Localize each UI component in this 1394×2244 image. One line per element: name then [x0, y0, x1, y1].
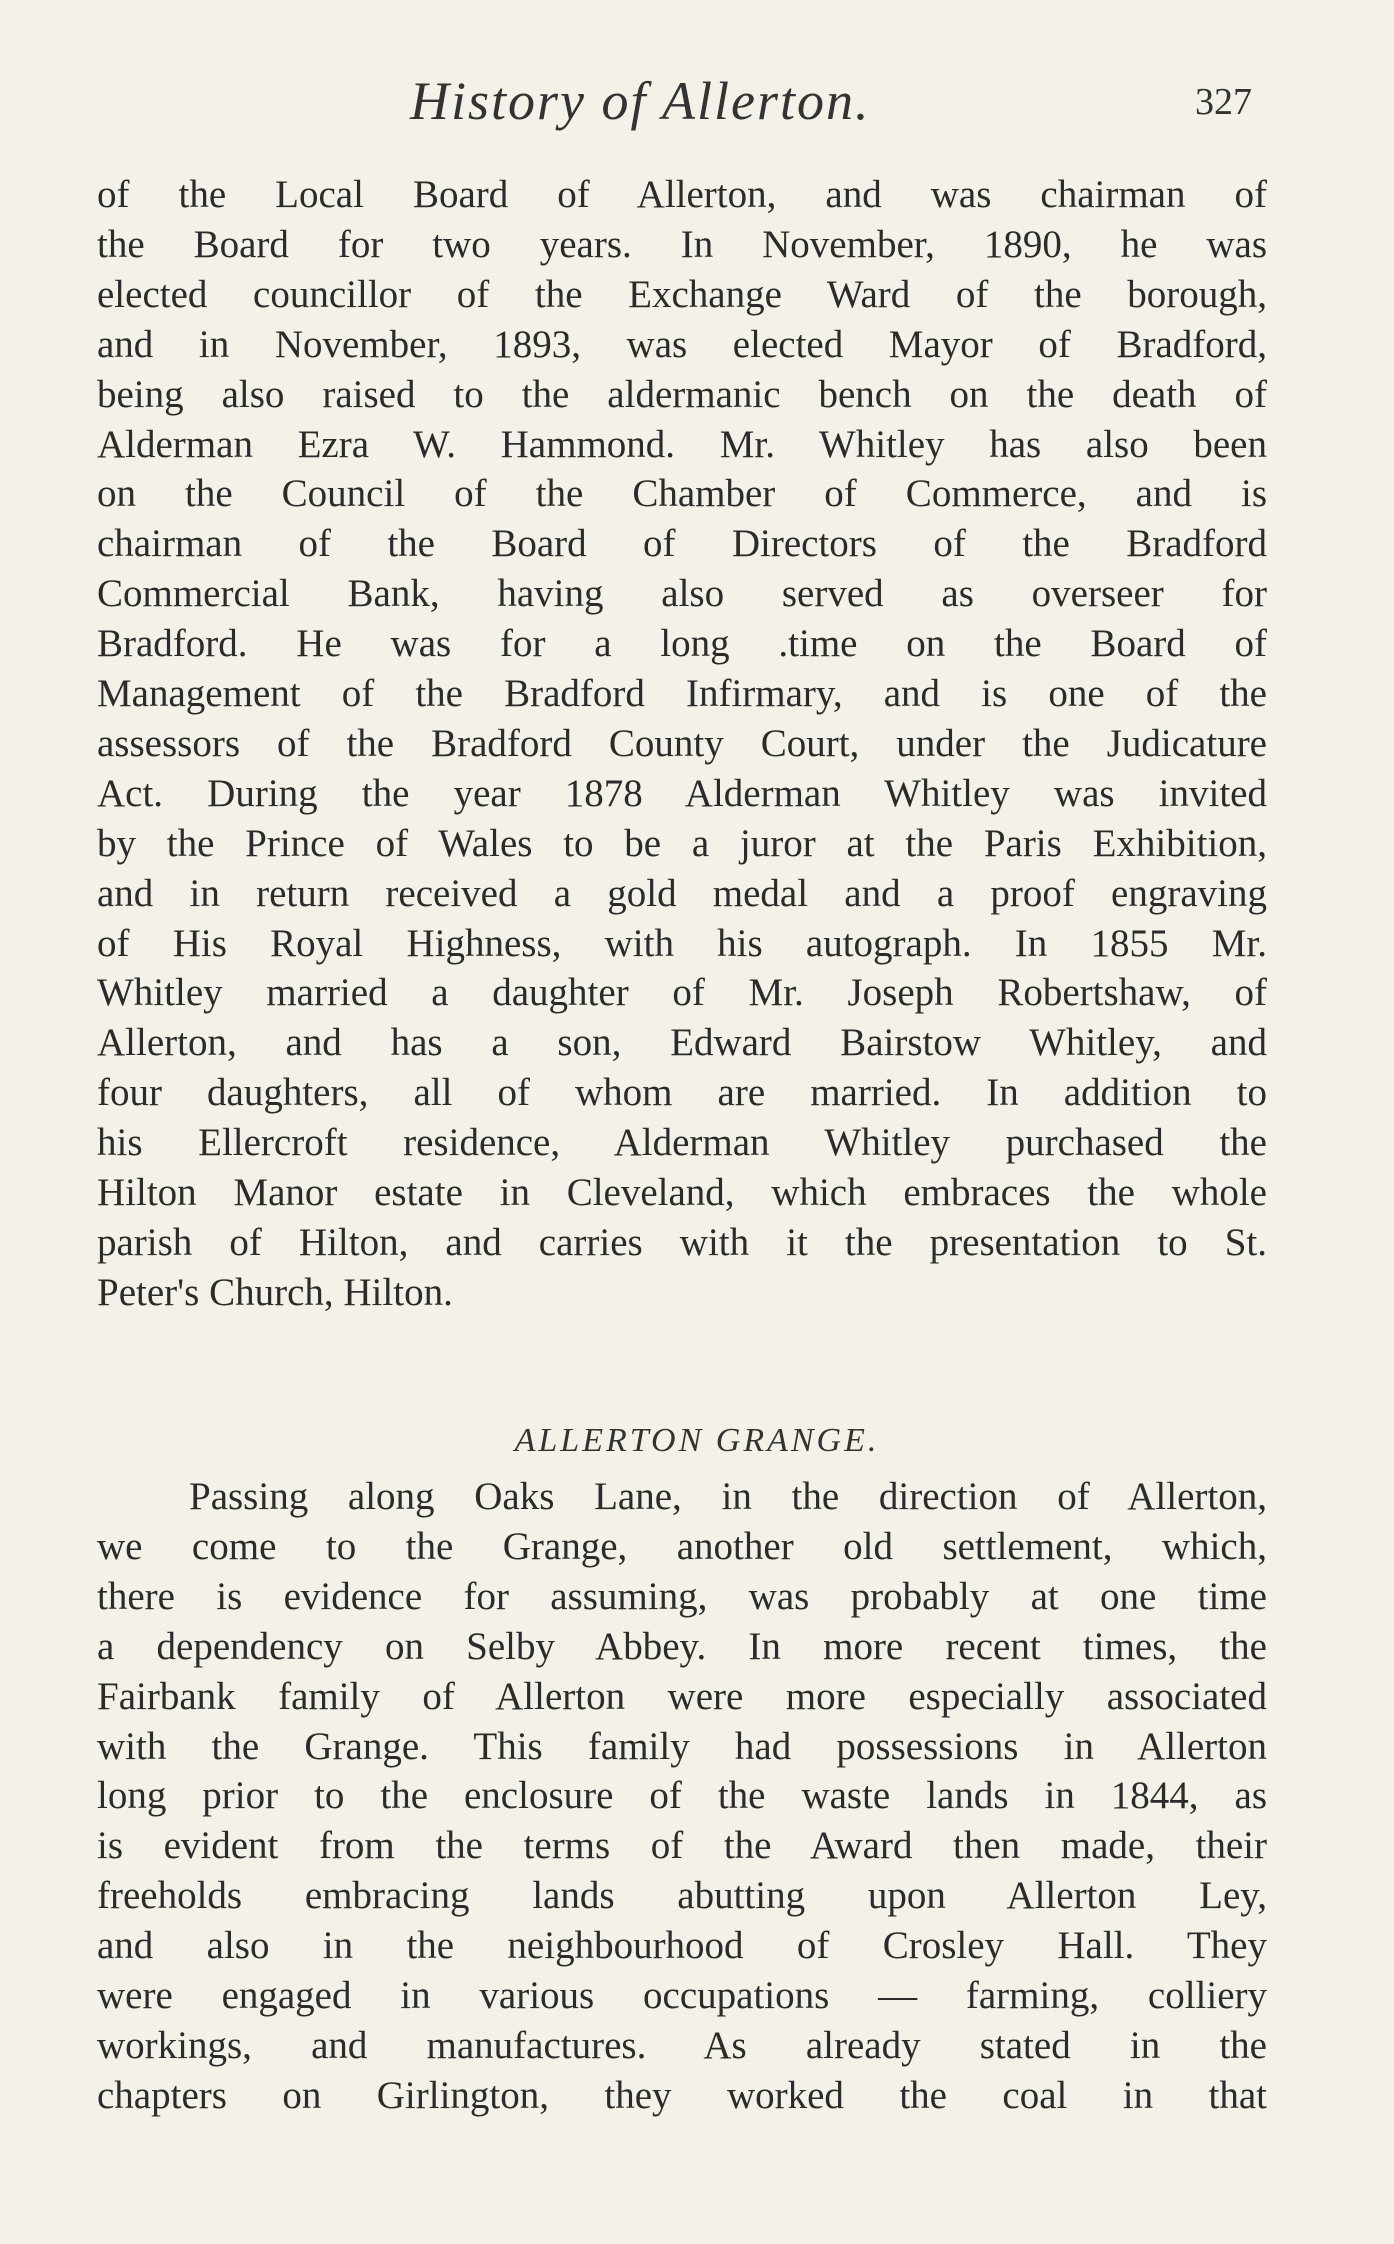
text-line: were engaged in various occupations — farming, colliery: [97, 1974, 1267, 2017]
text-line: a dependency on Selby Abbey. In more recent times, the: [97, 1624, 1267, 1668]
text-line: chapters on Girlington, they worked the coal in that: [97, 2073, 1267, 2117]
text-line: four daughters, all of whom are married. In addition to: [97, 1071, 1267, 1115]
text-line: the Board for two years. In November, 1890, he was: [97, 222, 1267, 266]
text-line: we come to the Grange, another old settlement, which,: [97, 1524, 1267, 1568]
running-header-title: History of Allerton.: [410, 71, 871, 131]
text-line: being also raised to the aldermanic bench on the death of: [97, 372, 1267, 416]
text-line: Fairbank family of Allerton were more especially associated: [97, 1674, 1267, 1718]
text-line: is evident from the terms of the Award then made, their: [97, 1824, 1267, 1868]
text-line: Allerton, and has a son, Edward Bairstow Whitley, and: [97, 1021, 1267, 1065]
text-line: freeholds embracing lands abutting upon Allerton Ley,: [97, 1874, 1267, 1918]
text-line: and also in the neighbourhood of Crosley Hall. They: [97, 1924, 1267, 1968]
text-line: there is evidence for assuming, was probably at one time: [97, 1574, 1267, 1618]
text-line: Hilton Manor estate in Cleveland, which embraces the whole: [97, 1171, 1267, 1214]
text-line: on the Council of the Chamber of Commerce, and is: [97, 472, 1267, 516]
text-line: Peter's Church, Hilton.: [97, 1270, 453, 1314]
text-line: Passing along Oaks Lane, in the direction of Allerton,: [189, 1475, 1267, 1518]
text-line: elected councillor of the Exchange Ward of the borough,: [97, 272, 1267, 316]
text-line: with the Grange. This family had possessions in Allerton: [97, 1724, 1267, 1768]
text-line: chairman of the Board of Directors of the Bradford: [97, 522, 1267, 566]
text-line: workings, and manufactures. As already stated in the: [97, 2023, 1267, 2067]
text-line: by the Prince of Wales to be a juror at the Paris Exhibition,: [97, 821, 1267, 865]
text-line: and in November, 1893, was elected Mayor of Bradford,: [97, 322, 1267, 366]
text-line: his Ellercroft residence, Alderman Whitley purchased the: [97, 1121, 1267, 1165]
text-line: of His Royal Highness, with his autograph. In 1855 Mr.: [97, 921, 1267, 965]
page-number: 327: [1195, 81, 1252, 123]
text-line: Commercial Bank, having also served as overseer for: [97, 572, 1267, 616]
text-line: Alderman Ezra W. Hammond. Mr. Whitley has also been: [97, 422, 1267, 466]
text-line: Management of the Bradford Infirmary, and is one of the: [97, 672, 1267, 715]
text-line: Whitley married a daughter of Mr. Joseph Robertshaw, of: [97, 971, 1267, 1015]
text-line: of the Local Board of Allerton, and was chairman of: [97, 173, 1267, 216]
text-line: Bradford. He was for a long .time on the Board of: [97, 622, 1267, 666]
section-heading: ALLERTON GRANGE.: [514, 1421, 880, 1459]
text-line: and in return received a gold medal and a proof engraving: [97, 871, 1267, 915]
text-line: parish of Hilton, and carries with it the presentation to St.: [97, 1220, 1267, 1264]
text-line: Act. During the year 1878 Alderman Whitley was invited: [97, 771, 1267, 815]
text-line: assessors of the Bradford County Court, under the Judicature: [97, 721, 1267, 765]
text-line: long prior to the enclosure of the waste lands in 1844, as: [97, 1774, 1267, 1818]
